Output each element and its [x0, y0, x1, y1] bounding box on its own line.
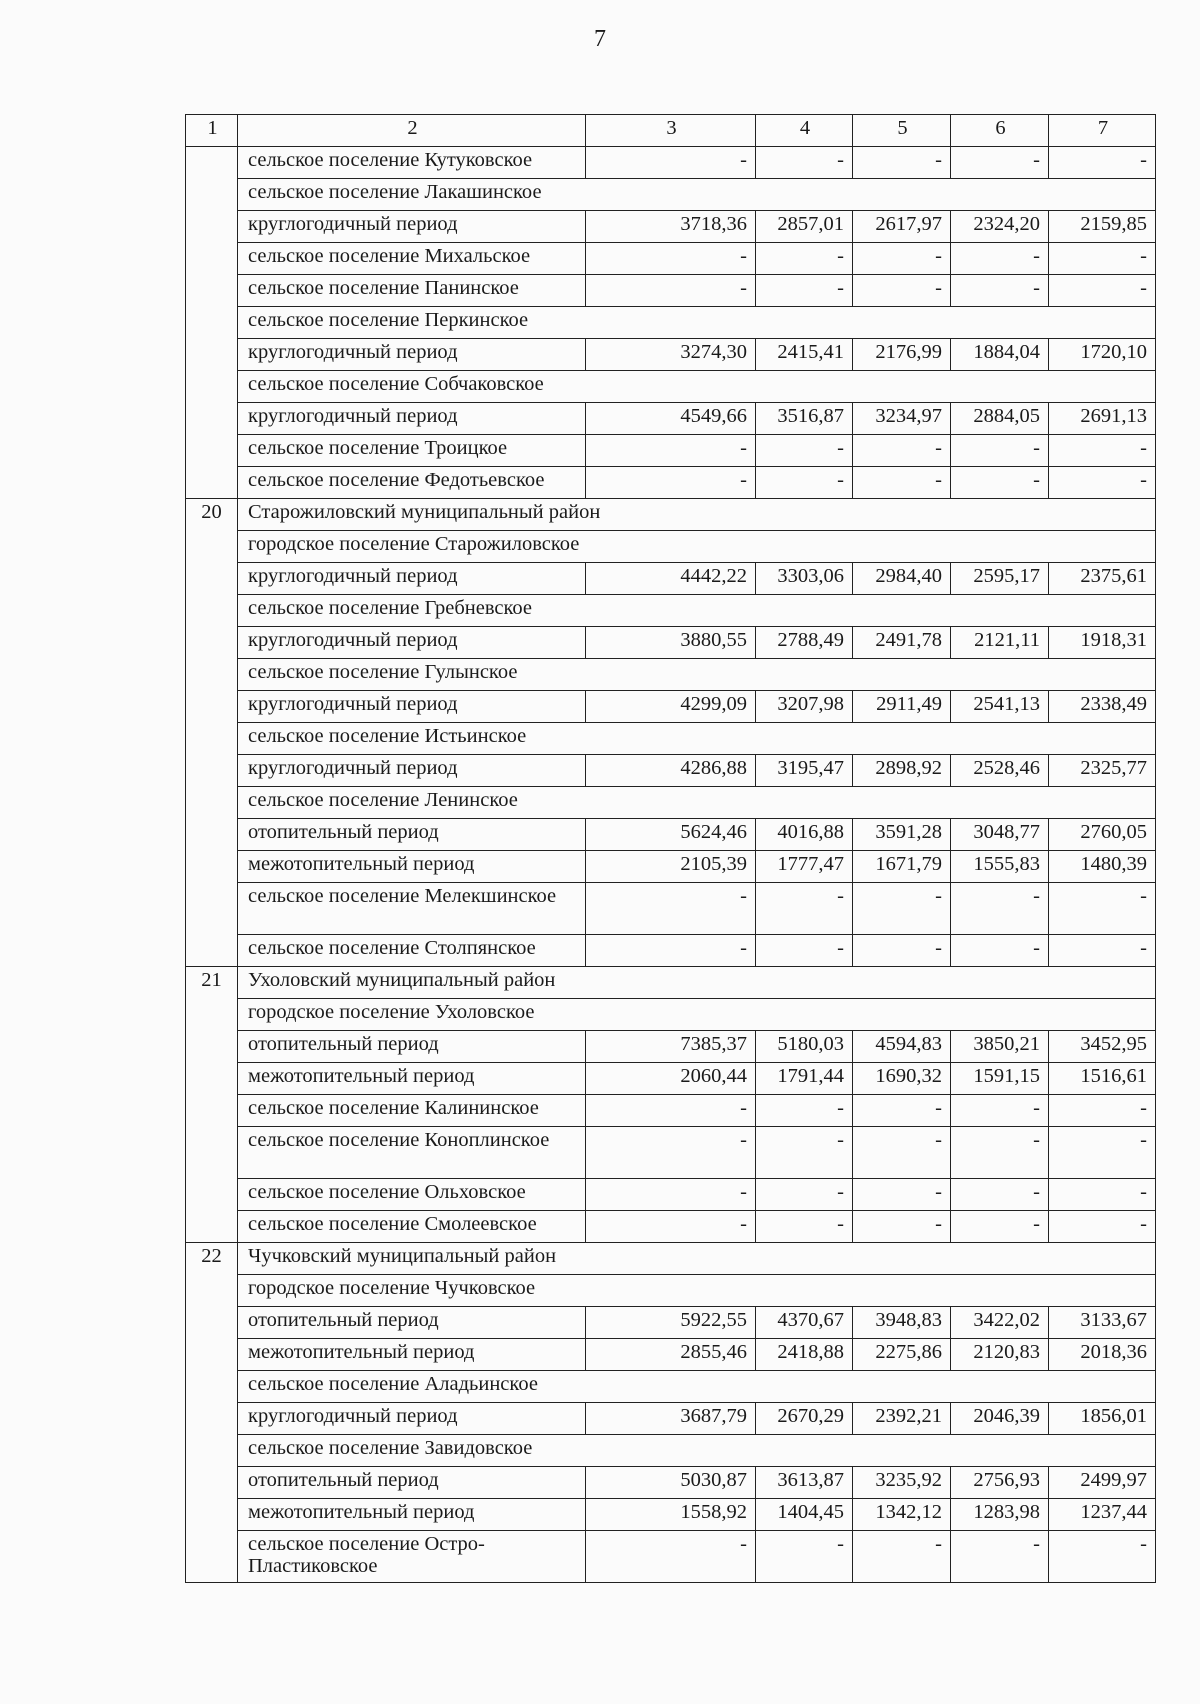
- row-number: 20: [186, 499, 238, 531]
- row-number: [186, 211, 238, 243]
- table-row: [186, 755, 1156, 787]
- value-cell: 1480,39: [1049, 851, 1156, 883]
- table-body: [186, 147, 1156, 1583]
- row-number: [186, 819, 238, 851]
- value-cell: 2499,97: [1049, 1467, 1156, 1499]
- value-cell: 5922,55: [586, 1307, 756, 1339]
- row-number: [186, 1127, 238, 1179]
- section-row: [186, 967, 1156, 999]
- value-cell: -: [853, 1211, 951, 1243]
- value-cell: -: [951, 1179, 1049, 1211]
- row-label: сельское поселение Коноплинское: [238, 1127, 586, 1179]
- value-cell: 3687,79: [586, 1403, 756, 1435]
- value-cell: 2018,36: [1049, 1339, 1156, 1371]
- value-cell: 2756,93: [951, 1467, 1049, 1499]
- value-cell: -: [853, 435, 951, 467]
- table-row: [186, 1127, 1156, 1179]
- value-cell: 3718,36: [586, 211, 756, 243]
- table-row: [186, 819, 1156, 851]
- section-label: городское поселение Чучковское: [238, 1275, 1156, 1307]
- row-number: [186, 1211, 238, 1243]
- page-number: 7: [594, 26, 606, 52]
- value-cell: -: [853, 935, 951, 967]
- value-cell: 2060,44: [586, 1063, 756, 1095]
- section-row: [186, 307, 1156, 339]
- table-row: [186, 467, 1156, 499]
- row-number: [186, 595, 238, 627]
- value-cell: 3133,67: [1049, 1307, 1156, 1339]
- value-cell: -: [756, 147, 853, 179]
- row-number: [186, 935, 238, 967]
- section-row: [186, 531, 1156, 563]
- value-cell: 2670,29: [756, 1403, 853, 1435]
- table-row: [186, 1031, 1156, 1063]
- value-cell: -: [951, 275, 1049, 307]
- section-label: сельское поселение Перкинское: [238, 307, 1156, 339]
- table-row: [186, 403, 1156, 435]
- value-cell: -: [1049, 1531, 1156, 1583]
- section-label: сельское поселение Гулынское: [238, 659, 1156, 691]
- section-row: [186, 499, 1156, 531]
- value-cell: 4549,66: [586, 403, 756, 435]
- value-cell: -: [756, 1095, 853, 1127]
- value-cell: -: [1049, 467, 1156, 499]
- value-cell: -: [586, 147, 756, 179]
- row-number: [186, 1371, 238, 1403]
- value-cell: 3274,30: [586, 339, 756, 371]
- value-cell: 2857,01: [756, 211, 853, 243]
- row-number: [186, 531, 238, 563]
- value-cell: 3516,87: [756, 403, 853, 435]
- row-number: [186, 403, 238, 435]
- value-cell: 1516,61: [1049, 1063, 1156, 1095]
- value-cell: 2884,05: [951, 403, 1049, 435]
- table-row: [186, 563, 1156, 595]
- value-cell: 2176,99: [853, 339, 951, 371]
- row-number: [186, 1499, 238, 1531]
- row-label: межотопительный период: [238, 1339, 586, 1371]
- section-label: городское поселение Ухоловское: [238, 999, 1156, 1031]
- row-number: 21: [186, 967, 238, 999]
- section-row: [186, 999, 1156, 1031]
- table-row: [186, 1095, 1156, 1127]
- row-number: [186, 179, 238, 211]
- value-cell: 2121,11: [951, 627, 1049, 659]
- value-cell: 5180,03: [756, 1031, 853, 1063]
- row-number: [186, 1467, 238, 1499]
- value-cell: 2911,49: [853, 691, 951, 723]
- section-label: сельское поселение Ленинское: [238, 787, 1156, 819]
- value-cell: 2855,46: [586, 1339, 756, 1371]
- section-row: [186, 1435, 1156, 1467]
- value-cell: 2760,05: [1049, 819, 1156, 851]
- row-label: сельское поселение Панинское: [238, 275, 586, 307]
- row-label: сельское поселение Мелекшинское: [238, 883, 586, 935]
- tariff-table: [185, 114, 1156, 1583]
- value-cell: -: [951, 883, 1049, 935]
- row-number: [186, 883, 238, 935]
- section-row: [186, 1275, 1156, 1307]
- table-row: [186, 211, 1156, 243]
- table-row: [186, 1063, 1156, 1095]
- row-number: 22: [186, 1243, 238, 1275]
- value-cell: -: [1049, 435, 1156, 467]
- row-label: круглогодичный период: [238, 211, 586, 243]
- row-number: [186, 851, 238, 883]
- table-row: [186, 275, 1156, 307]
- value-cell: 1856,01: [1049, 1403, 1156, 1435]
- row-label: отопительный период: [238, 1307, 586, 1339]
- row-number: [186, 1095, 238, 1127]
- value-cell: -: [951, 435, 1049, 467]
- value-cell: 1591,15: [951, 1063, 1049, 1095]
- table-row: [186, 1339, 1156, 1371]
- value-cell: 1404,45: [756, 1499, 853, 1531]
- row-number: [186, 435, 238, 467]
- value-cell: 2392,21: [853, 1403, 951, 1435]
- table-row: [186, 435, 1156, 467]
- value-cell: 3048,77: [951, 819, 1049, 851]
- value-cell: 4594,83: [853, 1031, 951, 1063]
- value-cell: 2898,92: [853, 755, 951, 787]
- section-label: Старожиловский муниципальный район: [238, 499, 1156, 531]
- value-cell: -: [951, 243, 1049, 275]
- row-label: круглогодичный период: [238, 627, 586, 659]
- value-cell: -: [586, 1095, 756, 1127]
- value-cell: 3452,95: [1049, 1031, 1156, 1063]
- value-cell: 1777,47: [756, 851, 853, 883]
- table-row: [186, 851, 1156, 883]
- value-cell: -: [1049, 1095, 1156, 1127]
- value-cell: 2528,46: [951, 755, 1049, 787]
- value-cell: 3613,87: [756, 1467, 853, 1499]
- value-cell: -: [586, 435, 756, 467]
- row-number: [186, 1403, 238, 1435]
- table-row: [186, 691, 1156, 723]
- value-cell: 3207,98: [756, 691, 853, 723]
- row-number: [186, 147, 238, 179]
- row-label: сельское поселение Федотьевское: [238, 467, 586, 499]
- section-row: [186, 723, 1156, 755]
- value-cell: -: [853, 275, 951, 307]
- row-number: [186, 467, 238, 499]
- row-label: межотопительный период: [238, 1499, 586, 1531]
- section-row: [186, 659, 1156, 691]
- value-cell: 3235,92: [853, 1467, 951, 1499]
- value-cell: -: [1049, 243, 1156, 275]
- value-cell: 3591,28: [853, 819, 951, 851]
- value-cell: 2491,78: [853, 627, 951, 659]
- row-number: [186, 1275, 238, 1307]
- row-label: круглогодичный период: [238, 403, 586, 435]
- value-cell: 2324,20: [951, 211, 1049, 243]
- section-label: Ухоловский муниципальный район: [238, 967, 1156, 999]
- row-number: [186, 627, 238, 659]
- value-cell: -: [853, 243, 951, 275]
- value-cell: 1884,04: [951, 339, 1049, 371]
- value-cell: -: [1049, 275, 1156, 307]
- value-cell: 1283,98: [951, 1499, 1049, 1531]
- table-row: [186, 147, 1156, 179]
- table-row: [186, 1307, 1156, 1339]
- section-row: [186, 787, 1156, 819]
- value-cell: 2275,86: [853, 1339, 951, 1371]
- row-label: круглогодичный период: [238, 691, 586, 723]
- row-number: [186, 755, 238, 787]
- value-cell: 2325,77: [1049, 755, 1156, 787]
- row-label: сельское поселение Столпянское: [238, 935, 586, 967]
- value-cell: -: [756, 467, 853, 499]
- value-cell: -: [853, 1531, 951, 1583]
- table-row: [186, 1403, 1156, 1435]
- value-cell: 2375,61: [1049, 563, 1156, 595]
- value-cell: 2788,49: [756, 627, 853, 659]
- value-cell: 3422,02: [951, 1307, 1049, 1339]
- value-cell: 1342,12: [853, 1499, 951, 1531]
- value-cell: 2120,83: [951, 1339, 1049, 1371]
- row-label: сельское поселение Ольховское: [238, 1179, 586, 1211]
- value-cell: -: [756, 1127, 853, 1179]
- header-cell: 4: [756, 115, 853, 147]
- value-cell: 2984,40: [853, 563, 951, 595]
- value-cell: -: [1049, 1179, 1156, 1211]
- value-cell: 1720,10: [1049, 339, 1156, 371]
- row-label: круглогодичный период: [238, 339, 586, 371]
- row-number: [186, 1531, 238, 1583]
- value-cell: -: [853, 147, 951, 179]
- value-cell: -: [586, 243, 756, 275]
- value-cell: 3234,97: [853, 403, 951, 435]
- row-number: [186, 1435, 238, 1467]
- value-cell: -: [1049, 935, 1156, 967]
- value-cell: -: [756, 883, 853, 935]
- value-cell: -: [756, 935, 853, 967]
- value-cell: -: [951, 1095, 1049, 1127]
- value-cell: 2415,41: [756, 339, 853, 371]
- value-cell: 3195,47: [756, 755, 853, 787]
- value-cell: -: [951, 1211, 1049, 1243]
- header-cell: 1: [186, 115, 238, 147]
- header-cell: 7: [1049, 115, 1156, 147]
- row-label: межотопительный период: [238, 1063, 586, 1095]
- value-cell: -: [853, 883, 951, 935]
- row-number: [186, 659, 238, 691]
- value-cell: -: [756, 435, 853, 467]
- value-cell: 1690,32: [853, 1063, 951, 1095]
- table-row: [186, 935, 1156, 967]
- value-cell: 4299,09: [586, 691, 756, 723]
- value-cell: 1555,83: [951, 851, 1049, 883]
- row-number: [186, 1307, 238, 1339]
- value-cell: 4016,88: [756, 819, 853, 851]
- value-cell: -: [1049, 1127, 1156, 1179]
- value-cell: 2046,39: [951, 1403, 1049, 1435]
- header-cell: 5: [853, 115, 951, 147]
- table-row: [186, 627, 1156, 659]
- value-cell: -: [951, 147, 1049, 179]
- section-label: сельское поселение Истьинское: [238, 723, 1156, 755]
- section-label: сельское поселение Завидовское: [238, 1435, 1156, 1467]
- value-cell: 3880,55: [586, 627, 756, 659]
- row-number: [186, 691, 238, 723]
- value-cell: 2159,85: [1049, 211, 1156, 243]
- value-cell: 5030,87: [586, 1467, 756, 1499]
- value-cell: -: [1049, 1211, 1156, 1243]
- section-row: [186, 595, 1156, 627]
- value-cell: -: [756, 1179, 853, 1211]
- section-row: [186, 179, 1156, 211]
- value-cell: 3948,83: [853, 1307, 951, 1339]
- row-number: [186, 275, 238, 307]
- value-cell: 3303,06: [756, 563, 853, 595]
- value-cell: -: [853, 1127, 951, 1179]
- value-cell: 4442,22: [586, 563, 756, 595]
- header-cell: 2: [238, 115, 586, 147]
- table-row: [186, 883, 1156, 935]
- section-row: [186, 1371, 1156, 1403]
- row-label: сельское поселение Калининское: [238, 1095, 586, 1127]
- value-cell: -: [586, 935, 756, 967]
- value-cell: 2617,97: [853, 211, 951, 243]
- value-cell: 2338,49: [1049, 691, 1156, 723]
- row-label: отопительный период: [238, 1467, 586, 1499]
- section-label: сельское поселение Гребневское: [238, 595, 1156, 627]
- section-label: сельское поселение Собчаковское: [238, 371, 1156, 403]
- header-cell: 3: [586, 115, 756, 147]
- value-cell: 1237,44: [1049, 1499, 1156, 1531]
- row-label: сельское поселение Остро-Пластиковское: [238, 1531, 586, 1583]
- value-cell: 2418,88: [756, 1339, 853, 1371]
- table-row: [186, 339, 1156, 371]
- value-cell: -: [1049, 883, 1156, 935]
- value-cell: -: [951, 467, 1049, 499]
- row-number: [186, 371, 238, 403]
- value-cell: 4370,67: [756, 1307, 853, 1339]
- header-cell: 6: [951, 115, 1049, 147]
- value-cell: 1671,79: [853, 851, 951, 883]
- row-number: [186, 1031, 238, 1063]
- value-cell: 1558,92: [586, 1499, 756, 1531]
- value-cell: 2691,13: [1049, 403, 1156, 435]
- value-cell: 7385,37: [586, 1031, 756, 1063]
- row-label: круглогодичный период: [238, 1403, 586, 1435]
- row-label: межотопительный период: [238, 851, 586, 883]
- value-cell: -: [1049, 147, 1156, 179]
- value-cell: -: [586, 275, 756, 307]
- table-row: [186, 1531, 1156, 1583]
- value-cell: -: [586, 1127, 756, 1179]
- value-cell: -: [586, 1531, 756, 1583]
- section-label: сельское поселение Лакашинское: [238, 179, 1156, 211]
- row-number: [186, 563, 238, 595]
- section-label: сельское поселение Аладьинское: [238, 1371, 1156, 1403]
- row-number: [186, 243, 238, 275]
- row-number: [186, 339, 238, 371]
- value-cell: -: [951, 1531, 1049, 1583]
- value-cell: -: [586, 883, 756, 935]
- value-cell: -: [756, 243, 853, 275]
- value-cell: 3850,21: [951, 1031, 1049, 1063]
- value-cell: 2541,13: [951, 691, 1049, 723]
- table-row: [186, 1499, 1156, 1531]
- row-label: сельское поселение Кутуковское: [238, 147, 586, 179]
- row-label: сельское поселение Михальское: [238, 243, 586, 275]
- value-cell: -: [951, 935, 1049, 967]
- row-number: [186, 307, 238, 339]
- section-row: [186, 371, 1156, 403]
- row-label: круглогодичный период: [238, 563, 586, 595]
- row-number: [186, 999, 238, 1031]
- value-cell: -: [756, 275, 853, 307]
- section-label: Чучковский муниципальный район: [238, 1243, 1156, 1275]
- value-cell: -: [756, 1531, 853, 1583]
- value-cell: 5624,46: [586, 819, 756, 851]
- table-row: [186, 1211, 1156, 1243]
- row-label: сельское поселение Смолеевское: [238, 1211, 586, 1243]
- table-row: [186, 243, 1156, 275]
- row-number: [186, 787, 238, 819]
- row-number: [186, 723, 238, 755]
- value-cell: -: [586, 467, 756, 499]
- value-cell: -: [586, 1211, 756, 1243]
- row-label: отопительный период: [238, 819, 586, 851]
- value-cell: -: [853, 1179, 951, 1211]
- table-row: [186, 1467, 1156, 1499]
- value-cell: 1918,31: [1049, 627, 1156, 659]
- row-label: круглогодичный период: [238, 755, 586, 787]
- table-row: [186, 1179, 1156, 1211]
- row-number: [186, 1063, 238, 1095]
- value-cell: 1791,44: [756, 1063, 853, 1095]
- value-cell: 2105,39: [586, 851, 756, 883]
- row-label: отопительный период: [238, 1031, 586, 1063]
- row-number: [186, 1339, 238, 1371]
- section-label: городское поселение Старожиловское: [238, 531, 1156, 563]
- value-cell: -: [586, 1179, 756, 1211]
- row-label: сельское поселение Троицкое: [238, 435, 586, 467]
- section-row: [186, 1243, 1156, 1275]
- value-cell: 4286,88: [586, 755, 756, 787]
- value-cell: -: [756, 1211, 853, 1243]
- row-number: [186, 1179, 238, 1211]
- value-cell: -: [853, 1095, 951, 1127]
- value-cell: -: [853, 467, 951, 499]
- value-cell: -: [951, 1127, 1049, 1179]
- value-cell: 2595,17: [951, 563, 1049, 595]
- header-row: [186, 115, 1156, 147]
